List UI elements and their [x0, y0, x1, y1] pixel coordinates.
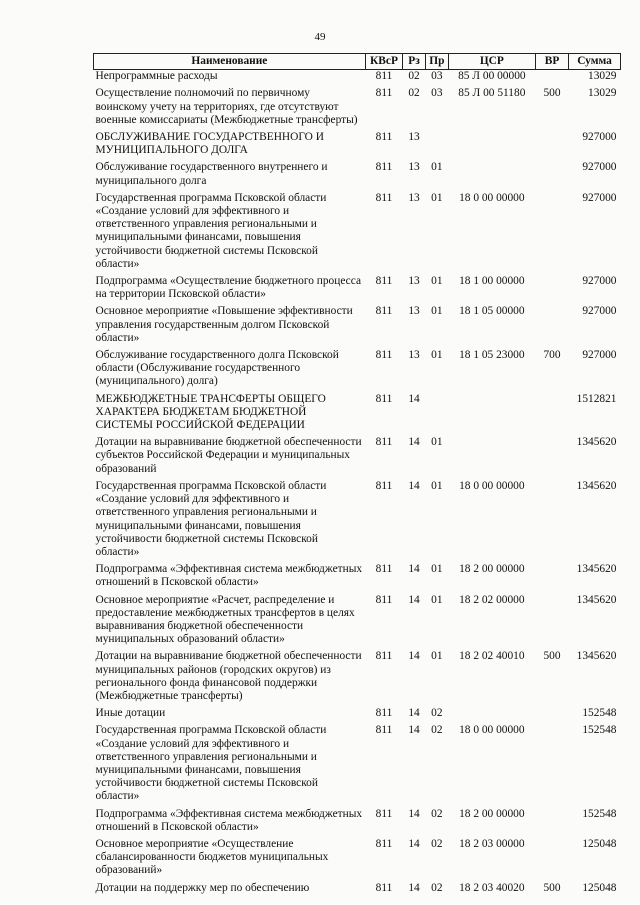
cell-kvsr: 811 — [375, 131, 393, 144]
cell-sum: 927000 — [582, 161, 617, 174]
cell-sum: 1345620 — [576, 593, 617, 606]
cell-kvsr: 811 — [375, 87, 393, 100]
cell-pr: 01 — [431, 563, 443, 576]
cell-sum: 13029 — [588, 87, 617, 100]
cell-vr — [535, 594, 568, 651]
cell-csr: 18 2 02 40010 — [459, 650, 525, 663]
cell-vr — [535, 192, 568, 275]
cell-rz: 13 — [408, 305, 420, 318]
cell-kvsr: 811 — [375, 436, 393, 449]
cell-sum: 152548 — [582, 707, 617, 720]
cell-rz: 14 — [408, 436, 420, 449]
cell-csr: 18 2 00 00000 — [459, 807, 525, 820]
cell-csr: 18 0 00 00000 — [459, 191, 525, 204]
table-row — [94, 707, 621, 724]
page-number: 49 — [314, 31, 326, 43]
table-row — [94, 838, 621, 882]
cell-rz: 13 — [408, 131, 420, 144]
cell-pr: 01 — [431, 191, 443, 204]
cell-pr: 03 — [431, 70, 443, 83]
cell-name: Подпрограмма «Осуществление бюджетного процесса на территории Псковской области» — [95, 275, 361, 301]
cell-name: Иные дотации — [95, 707, 166, 720]
cell-sum: 927000 — [582, 275, 617, 288]
cell-sum: 152548 — [582, 807, 617, 820]
cell-vr — [535, 305, 568, 349]
cell-csr: 18 2 03 00000 — [459, 837, 525, 850]
cell-kvsr: 811 — [375, 724, 393, 737]
cell-pr: 01 — [431, 161, 443, 174]
cell-kvsr: 811 — [375, 275, 393, 288]
cell-sum: 927000 — [582, 349, 617, 362]
cell-kvsr: 811 — [375, 191, 393, 204]
cell-sum: 1345620 — [576, 436, 617, 449]
cell-csr — [448, 131, 535, 161]
cell-vr — [535, 838, 568, 882]
cell-rz: 13 — [408, 161, 420, 174]
cell-rz: 02 — [408, 87, 420, 100]
cell-name: Подпрограмма «Эффективная система межбюджетных отношений в Псковской области» — [95, 807, 363, 833]
cell-kvsr: 811 — [375, 70, 393, 83]
cell-pr: 02 — [431, 881, 443, 894]
cell-csr: 85 Л 00 51180 — [458, 87, 526, 100]
cell-sum: 1512821 — [576, 392, 617, 405]
cell-kvsr: 811 — [375, 305, 393, 318]
cell-csr: 18 1 00 00000 — [459, 275, 525, 288]
cell-name: Государственная программа Псковской области «Создание условий для эффективного и ответственного управления региональными и муниципальными финансами, повышения устойчивости бюджетной системы Псковской области» — [95, 479, 327, 558]
cell-sum: 125048 — [582, 881, 617, 894]
cell-pr: 02 — [431, 724, 443, 737]
table-row — [94, 882, 621, 899]
cell-csr — [448, 436, 535, 480]
cell-kvsr: 811 — [375, 349, 393, 362]
cell-pr: 01 — [431, 349, 443, 362]
cell-sum: 1345620 — [576, 650, 617, 663]
table-row — [94, 724, 621, 807]
cell-vr — [535, 161, 568, 191]
header-pr: Пр — [425, 54, 448, 70]
cell-name: Дотации на выравнивание бюджетной обеспеченности субъектов Российской Федерации и муниципальных образований — [95, 436, 362, 475]
cell-name: Государственная программа Псковской области «Создание условий для эффективного и ответственного управления региональными и муниципальными финансами, повышения устойчивости бюджетной системы Псковской области» — [95, 724, 327, 803]
table-row — [94, 192, 621, 275]
cell-kvsr: 811 — [375, 392, 393, 405]
cell-pr: 03 — [431, 87, 443, 100]
cell-pr — [425, 131, 448, 161]
cell-name: Дотации на выравнивание бюджетной обеспеченности муниципальных районов (городских округов) из регионального фонда финансовой поддержки (Межбюджетные трансферты) — [95, 650, 362, 702]
cell-rz: 14 — [408, 807, 420, 820]
cell-rz: 14 — [408, 479, 420, 492]
table-row — [94, 480, 621, 563]
header-rz: Рз — [403, 54, 426, 70]
cell-rz: 14 — [408, 881, 420, 894]
cell-csr — [448, 393, 535, 437]
cell-kvsr: 811 — [375, 161, 393, 174]
cell-name: Основное мероприятие «Повышение эффективности управления государственным долгом Псковской области» — [95, 305, 353, 344]
table-row — [94, 563, 621, 593]
cell-csr: 18 0 00 00000 — [459, 724, 525, 737]
cell-sum: 125048 — [582, 837, 617, 850]
cell-rz: 02 — [408, 70, 420, 83]
budget-table — [93, 53, 621, 899]
cell-rz: 14 — [408, 563, 420, 576]
cell-rz: 14 — [408, 724, 420, 737]
cell-kvsr: 811 — [375, 881, 393, 894]
header-kvsr: КВсР — [365, 54, 402, 70]
cell-sum: 1345620 — [576, 563, 617, 576]
table-row — [94, 349, 621, 393]
cell-sum: 1345620 — [576, 479, 617, 492]
cell-csr: 18 1 05 23000 — [459, 349, 525, 362]
cell-pr: 02 — [431, 807, 443, 820]
cell-vr — [535, 275, 568, 305]
table-row — [94, 161, 621, 191]
cell-csr: 18 1 05 00000 — [459, 305, 525, 318]
cell-kvsr: 811 — [375, 593, 393, 606]
table-row — [94, 70, 621, 88]
cell-csr — [448, 161, 535, 191]
cell-name: Основное мероприятие «Расчет, распределение и предоставление межбюджетных трансфертов в целях выравнивания бюджетной обеспеченности муниципальных образований области» — [95, 593, 355, 646]
header-vr: ВР — [535, 54, 568, 70]
cell-name: Осуществление полномочий по первичному воинскому учету на территориях, где отсутствуют военные комиссариаты (Межбюджетные трансферты) — [95, 87, 358, 126]
cell-kvsr: 811 — [375, 807, 393, 820]
cell-pr: 01 — [431, 436, 443, 449]
cell-csr: 85 Л 00 00000 — [458, 70, 526, 83]
header-name: Наименование — [94, 54, 366, 70]
cell-name: Дотации на поддержку мер по обеспечению — [95, 881, 310, 894]
cell-sum: 927000 — [582, 131, 617, 144]
table-row — [94, 131, 621, 161]
cell-rz: 13 — [408, 275, 420, 288]
cell-vr — [535, 808, 568, 838]
table-row — [94, 650, 621, 707]
table-body — [94, 70, 621, 899]
cell-csr: 18 2 03 40020 — [459, 881, 525, 894]
cell-rz: 14 — [408, 650, 420, 663]
cell-vr: 500 — [543, 650, 561, 663]
table-row — [94, 436, 621, 480]
cell-pr: 01 — [431, 305, 443, 318]
cell-rz: 13 — [408, 349, 420, 362]
cell-name: Обслуживание государственного долга Псковской области (Обслуживание государственного (муниципального) долга) — [95, 349, 339, 388]
cell-csr — [448, 707, 535, 724]
cell-csr: 18 2 00 00000 — [459, 563, 525, 576]
cell-csr: 18 2 02 00000 — [459, 593, 525, 606]
cell-name: Непрограммные расходы — [95, 70, 218, 83]
cell-pr — [425, 393, 448, 437]
cell-vr — [535, 131, 568, 161]
table-row — [94, 305, 621, 349]
cell-pr: 01 — [431, 650, 443, 663]
cell-rz: 14 — [408, 593, 420, 606]
cell-kvsr: 811 — [375, 563, 393, 576]
cell-vr — [535, 724, 568, 807]
cell-sum: 927000 — [582, 305, 617, 318]
cell-rz: 14 — [408, 392, 420, 405]
cell-vr — [535, 480, 568, 563]
cell-vr — [535, 393, 568, 437]
cell-vr — [535, 563, 568, 593]
table-row — [94, 275, 621, 305]
cell-vr: 500 — [543, 87, 561, 100]
cell-vr — [535, 70, 568, 88]
cell-csr: 18 0 00 00000 — [459, 479, 525, 492]
cell-sum: 927000 — [582, 191, 617, 204]
cell-name: Обслуживание государственного внутреннего и муниципального долга — [95, 161, 328, 187]
cell-rz: 14 — [408, 837, 420, 850]
table-row — [94, 594, 621, 651]
cell-kvsr: 811 — [375, 650, 393, 663]
cell-name: Подпрограмма «Эффективная система межбюджетных отношений в Псковской области» — [95, 563, 363, 589]
cell-pr: 01 — [431, 593, 443, 606]
cell-name: ОБСЛУЖИВАНИЕ ГОСУДАРСТВЕННОГО И МУНИЦИПАЛЬНОГО ДОЛГА — [95, 131, 324, 157]
cell-name: Основное мероприятие «Осуществление сбалансированности бюджетов муниципальных образований» — [95, 837, 329, 877]
cell-pr: 02 — [431, 707, 443, 720]
cell-rz: 13 — [408, 191, 420, 204]
cell-pr: 01 — [431, 275, 443, 288]
cell-kvsr: 811 — [375, 837, 393, 850]
cell-rz: 14 — [408, 707, 420, 720]
header-csr: ЦСР — [448, 54, 535, 70]
cell-sum: 152548 — [582, 724, 617, 737]
cell-vr: 500 — [543, 881, 561, 894]
table-row — [94, 808, 621, 838]
cell-pr: 01 — [431, 479, 443, 492]
cell-kvsr: 811 — [375, 707, 393, 720]
cell-name: Государственная программа Псковской области «Создание условий для эффективного и ответственного управления региональными и муниципальными финансами, повышения устойчивости бюджетной системы Псковской области» — [95, 191, 327, 270]
cell-name: МЕЖБЮДЖЕТНЫЕ ТРАНСФЕРТЫ ОБЩЕГО ХАРАКТЕРА БЮДЖЕТАМ БЮДЖЕТНОЙ СИСТЕМЫ РОССИЙСКОЙ ФЕДЕРАЦИИ — [95, 392, 326, 432]
cell-pr: 02 — [431, 837, 443, 850]
cell-vr — [535, 707, 568, 724]
table-header-row — [94, 54, 621, 70]
table-row — [94, 393, 621, 437]
header-sum: Сумма — [569, 54, 621, 70]
cell-sum: 13029 — [588, 70, 617, 83]
cell-vr — [535, 436, 568, 480]
table-row — [94, 87, 621, 131]
cell-kvsr: 811 — [375, 479, 393, 492]
cell-vr: 700 — [543, 349, 561, 362]
